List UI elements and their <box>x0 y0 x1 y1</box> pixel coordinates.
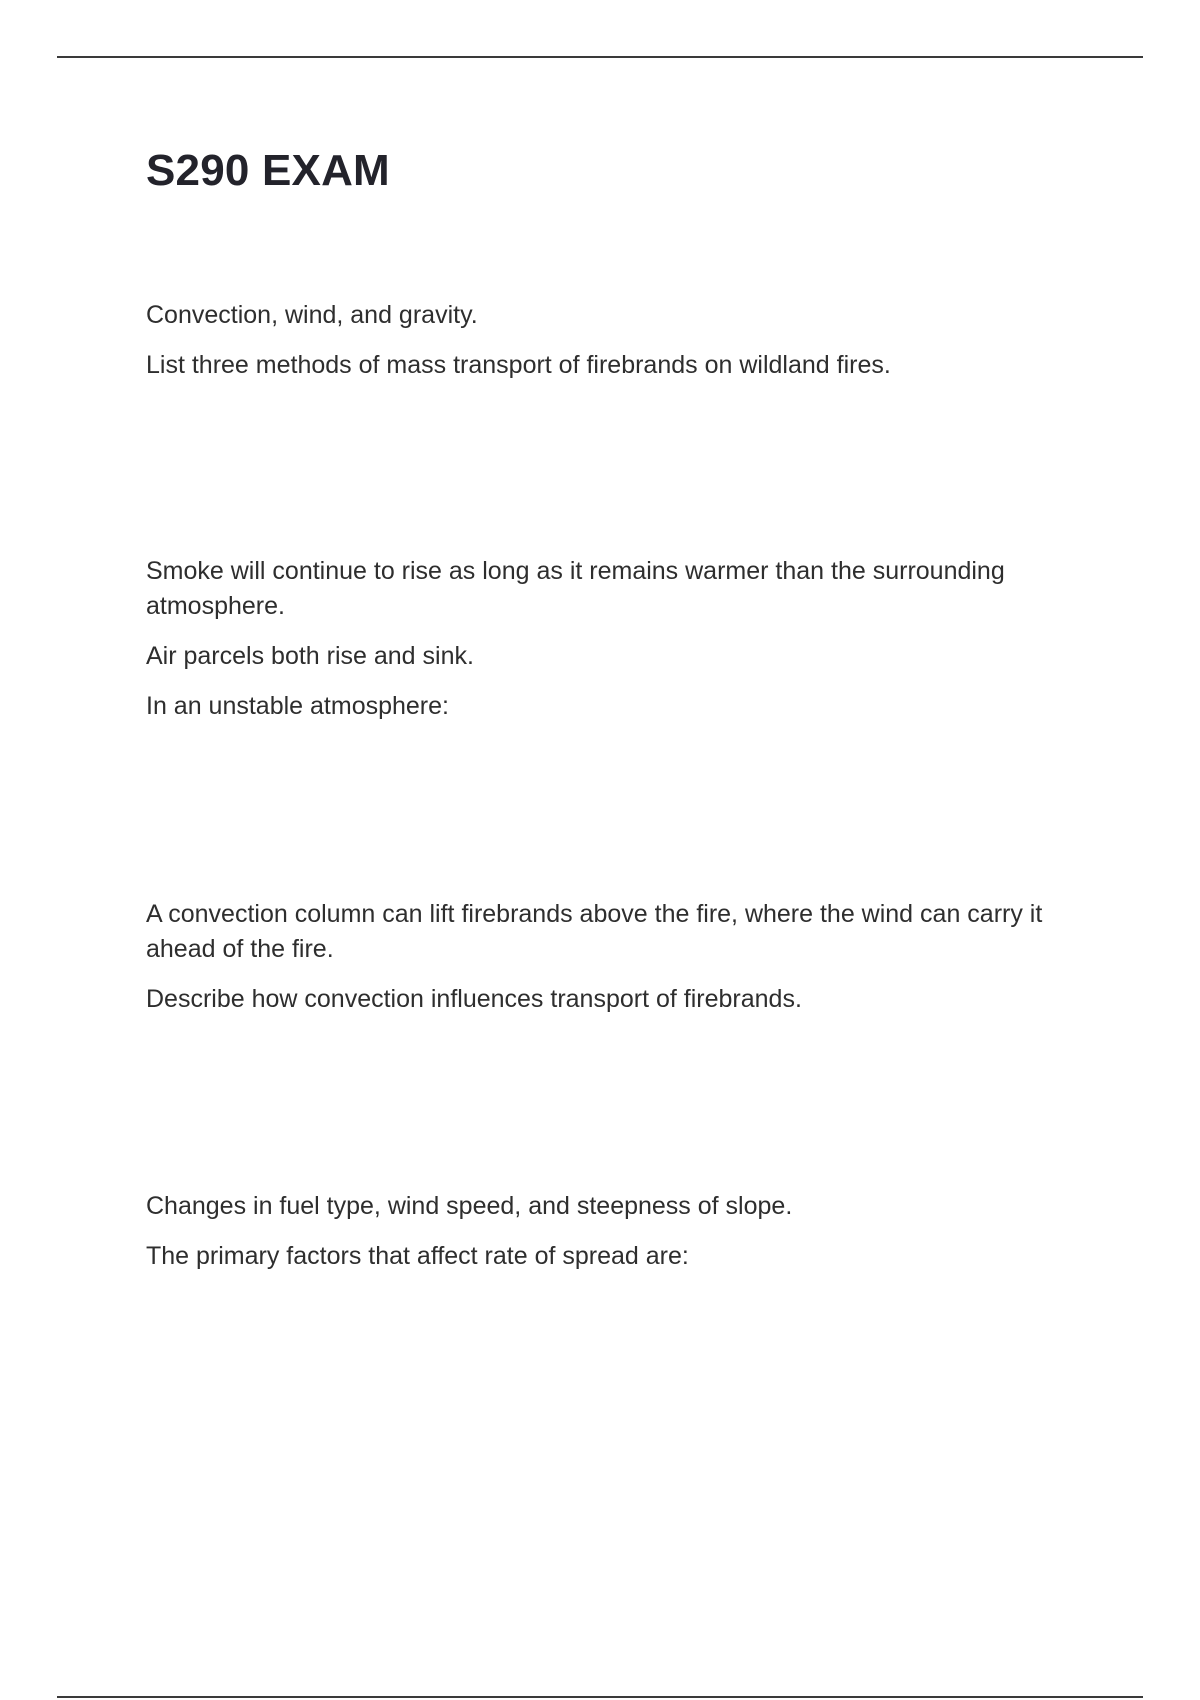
flashcard-question: List three methods of mass transport of firebrands on wildland fires. <box>146 351 891 379</box>
flashcard-question: In an unstable atmosphere: <box>146 692 449 720</box>
flashcard-answer: A convection column can lift firebrands above the fire, where the wind can carry it ahead of the fire. <box>146 900 1043 963</box>
flashcard-question: The primary factors that affect rate of spread are: <box>146 1242 689 1270</box>
bottom-divider <box>57 1696 1143 1698</box>
flashcard-4 <box>146 1189 1086 1289</box>
flashcard-answer: Smoke will continue to rise as long as it remains warmer than the surrounding atmosphere. <box>146 557 1005 620</box>
flashcard-3 <box>146 897 1086 1032</box>
top-divider <box>57 56 1143 58</box>
page-title: S290 EXAM <box>146 146 390 195</box>
flashcard-question: Describe how convection influences transport of firebrands. <box>146 985 802 1013</box>
flashcard-secondary-answer: Air parcels both rise and sink. <box>146 642 474 670</box>
flashcard-2 <box>146 554 1086 739</box>
flashcard-answer: Convection, wind, and gravity. <box>146 301 478 329</box>
flashcard-answer: Changes in fuel type, wind speed, and steepness of slope. <box>146 1192 793 1220</box>
flashcard-1 <box>146 298 1086 398</box>
